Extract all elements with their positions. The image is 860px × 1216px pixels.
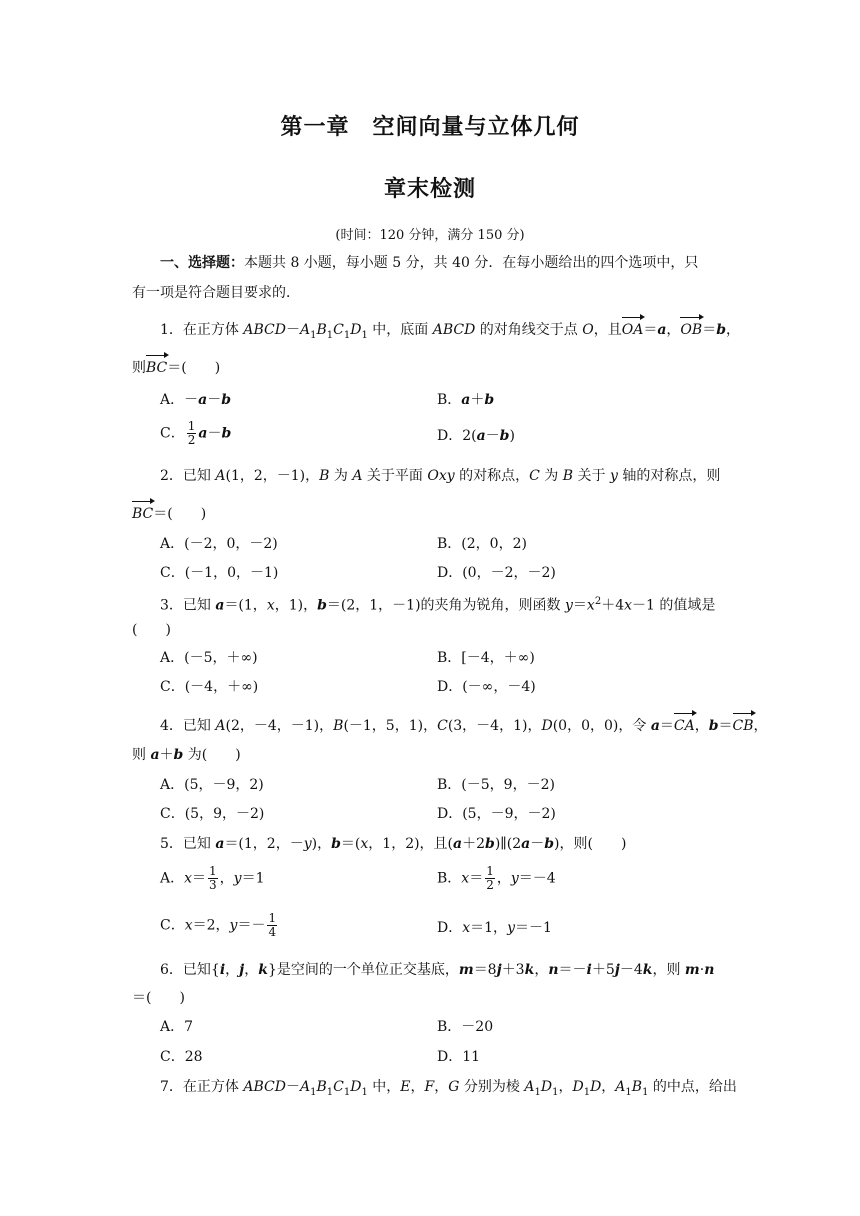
question-1-line1: 1．在正方体 $ABCD-A_1B_1C_1D_1$ 中，底面 ABCD 的对角线交于点 O，且OA＝a，OB＝b， bbox=[160, 322, 740, 341]
q1-option-d[interactable]: D．2(a－b) bbox=[437, 428, 515, 444]
q6-option-c[interactable]: C．28 bbox=[160, 1049, 203, 1065]
question-3-line2: ( ) bbox=[132, 622, 171, 638]
question-2-line1: 2．已知 A(1，2，－1)，B 为 A 关于平面 Oxy 的对称点，C 为 B 关于 y 轴的对称点，则 bbox=[160, 468, 721, 484]
q5-option-d[interactable]: D．x＝1，y＝－1 bbox=[437, 920, 552, 936]
q2-option-a[interactable]: A．(－2，0，－2) bbox=[160, 536, 278, 552]
q3-option-a[interactable]: A．(－5，＋∞) bbox=[160, 650, 258, 666]
question-4-line2: 则 a＋b 为( ) bbox=[132, 747, 241, 763]
q6-option-b[interactable]: B．－20 bbox=[437, 1019, 494, 1035]
question-2-line2: BC＝( ) bbox=[132, 506, 207, 522]
question-7-line1: 7．在正方体 $ABCD-A_1B_1C_1D_1$ 中，E，F，G 分别为棱 $A_1D_1$，$D_1D$，$A_1B_1$ 的中点，给出 bbox=[160, 1079, 737, 1098]
q5-option-b[interactable]: B．x＝ $\frac{1}{2}$ ，y＝－4 bbox=[437, 864, 556, 892]
question-5-line1: 5．已知 a＝(1，2，－y)，b＝(x，1，2)，且(a＋2b)∥(2a－b)，则( ) bbox=[160, 836, 627, 852]
q4-option-d[interactable]: D．(5，－9，－2) bbox=[437, 806, 556, 822]
q4-option-b[interactable]: B．(－5，9，－2) bbox=[437, 777, 555, 793]
q6-option-d[interactable]: D．11 bbox=[437, 1049, 481, 1065]
question-6-line1: 6．已知{i，j，k}是空间的一个单位正交基底，m＝8j＋3k，n＝－i＋5j－4k，则 m·n bbox=[160, 962, 715, 978]
question-4-line1: 4．已知 A(2，－4，－1)，B(－1，5，1)，C(3，－4，1)，D(0，0，0)，令 a＝CA，b＝CB， bbox=[160, 718, 768, 734]
question-3-line1: 3．已知 a＝(1，x，1)，b＝(2，1，－1)的夹角为锐角，则函数 $y=x^2+4x-1$ 的值域是 bbox=[160, 596, 716, 614]
q5-option-a[interactable]: A．x＝ $\frac{1}{3}$ ，y＝1 bbox=[160, 864, 265, 892]
section-intro-line2: 有一项是符合题目要求的． bbox=[132, 285, 300, 301]
q3-option-d[interactable]: D．(－∞，－4) bbox=[437, 679, 536, 695]
q2-option-d[interactable]: D．(0，－2，－2) bbox=[437, 565, 556, 581]
q5-option-c[interactable]: C．x＝2，y＝－ $\frac{1}{4}$ bbox=[160, 911, 277, 939]
page-subtitle: 章末检测 bbox=[383, 177, 476, 202]
q3-option-c[interactable]: C．(－4，＋∞) bbox=[160, 679, 259, 695]
question-6-line2: ＝( ) bbox=[132, 990, 185, 1006]
q2-option-c[interactable]: C．(－1，0，－1) bbox=[160, 565, 279, 581]
q1-option-a[interactable]: A．－a－b bbox=[160, 392, 231, 408]
q1-option-b[interactable]: B．a＋b bbox=[437, 392, 495, 408]
q4-option-c[interactable]: C．(5，9，－2) bbox=[160, 806, 265, 822]
q3-option-b[interactable]: B．[－4，＋∞) bbox=[437, 650, 535, 666]
chapter-title: 第一章 空间向量与立体几何 bbox=[280, 115, 580, 140]
section-intro-line1: 一、选择题：本题共 8 小题，每小题 5 分，共 40 分．在每小题给出的四个选项中，只 bbox=[160, 255, 699, 271]
q2-option-b[interactable]: B．(2，0，2) bbox=[437, 536, 527, 552]
question-1-line2: 则BC＝( ) bbox=[132, 360, 221, 376]
q1-option-c[interactable]: C． $\frac{1}{2}$ a－b bbox=[160, 419, 232, 447]
q6-option-a[interactable]: A．7 bbox=[160, 1019, 194, 1035]
section-heading: 一、选择题： bbox=[160, 255, 244, 271]
exam-meta: (时间：120 分钟，满分 150 分) bbox=[335, 228, 525, 243]
q4-option-a[interactable]: A．(5，－9，2) bbox=[160, 777, 264, 793]
